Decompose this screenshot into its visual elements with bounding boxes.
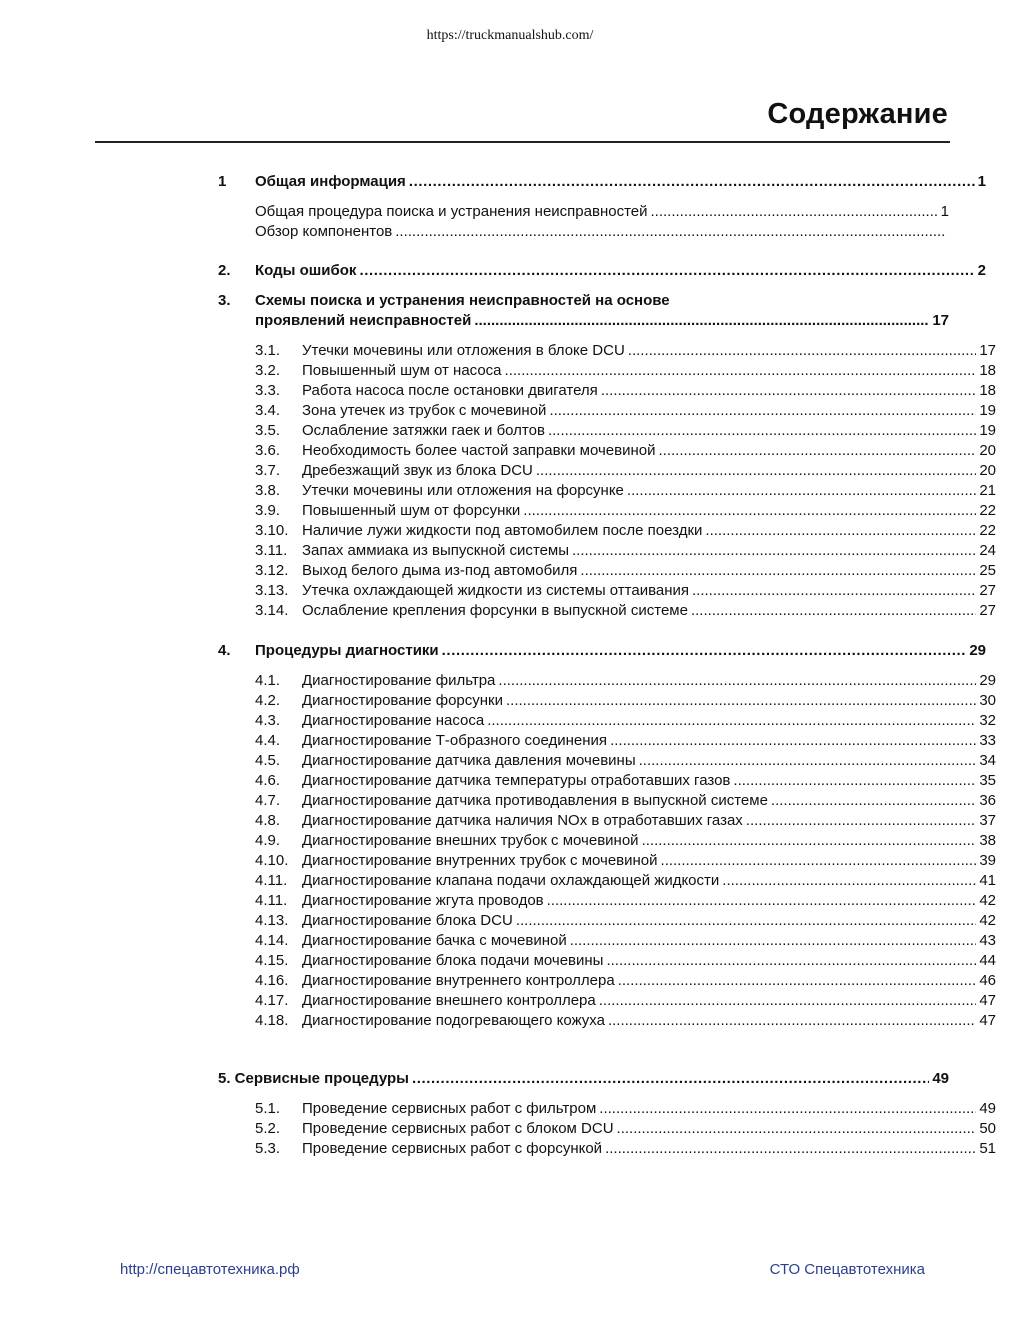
item-page: 34 [979, 752, 996, 769]
item-title: Проведение сервисных работ с фильтром [302, 1100, 597, 1117]
dot-leader [412, 1069, 929, 1089]
item-title: Диагностирование жгута проводов [302, 892, 544, 909]
item-title: Повышенный шум от форсунки [302, 502, 521, 519]
item-number: 4.4. [255, 732, 281, 749]
item-number: 5.1. [255, 1100, 281, 1117]
item-title: Диагностирование внутреннего контроллера [302, 972, 615, 989]
header-url: https://truckmanualshub.com/ [426, 28, 594, 43]
item-title: Утечка охлаждающей жидкости из системы оттаивания [302, 582, 689, 599]
dot-leader [628, 341, 977, 361]
item-page: 27 [979, 602, 996, 619]
footer-website-link[interactable]: http://спецавтотехника.рф [120, 1261, 300, 1278]
toc-item[interactable] [255, 501, 996, 521]
item-number: 4.7. [255, 792, 281, 809]
item-title: Диагностирование внутренних трубок с мочевиной [302, 852, 658, 869]
item-page: 43 [979, 932, 996, 949]
item-title: Диагностирование внешнего контроллера [302, 992, 596, 1009]
item-title: Диагностирование насоса [302, 712, 485, 729]
item-page: 24 [979, 542, 996, 559]
item-title: Общая процедура поиска и устранения неисправностей [255, 203, 648, 220]
item-number: 4.15. [255, 952, 289, 969]
dot-leader [498, 671, 976, 691]
toc-chapter-4[interactable] [218, 641, 986, 661]
item-title: Диагностирование датчика наличия NOx в отработавших газах [302, 812, 743, 829]
item-page: 47 [979, 1012, 996, 1029]
dot-leader [691, 601, 976, 621]
dot-leader [599, 991, 977, 1011]
dot-leader [608, 1011, 976, 1031]
item-page: 38 [979, 832, 996, 849]
dot-leader [359, 261, 974, 281]
item-title: Диагностирование датчика противодавления в выпускной системе [302, 792, 768, 809]
dot-leader [395, 222, 946, 242]
item-number: 4.14. [255, 932, 289, 949]
dot-leader [651, 202, 938, 222]
item-title: Необходимость более частой заправки мочевиной [302, 442, 656, 459]
dot-leader [642, 831, 977, 851]
item-number: 5.3. [255, 1140, 281, 1157]
chapter-page: 2 [977, 262, 986, 279]
chapter-page: 17 [932, 312, 949, 329]
item-number: 4.17. [255, 992, 289, 1009]
item-number: 3.1. [255, 342, 281, 359]
item-number: 3.9. [255, 502, 281, 519]
dot-leader [536, 461, 976, 481]
item-page: 30 [979, 692, 996, 709]
dot-leader [572, 541, 976, 561]
item-title: Утечки мочевины или отложения в блоке DCU [302, 342, 625, 359]
chapter-title-line2: проявлений неисправностей [255, 312, 472, 329]
dot-leader [548, 421, 976, 441]
toc-item[interactable] [255, 931, 996, 951]
toc-item[interactable] [255, 521, 996, 541]
dot-leader [659, 441, 977, 461]
item-page: 46 [979, 972, 996, 989]
item-page: 39 [979, 852, 996, 869]
toc-item[interactable] [255, 202, 949, 222]
chapter-page: 1 [977, 173, 986, 190]
dot-leader [601, 381, 977, 401]
dot-leader [523, 501, 976, 521]
item-number: 4.6. [255, 772, 281, 789]
toc-item[interactable] [255, 1119, 996, 1139]
toc-item[interactable] [255, 581, 996, 601]
chapter-page: 49 [932, 1070, 949, 1087]
item-page: 44 [979, 952, 996, 969]
toc-item[interactable] [255, 851, 996, 871]
item-page: 21 [979, 482, 996, 499]
table-of-contents [0, 172, 1020, 1159]
dot-leader [661, 851, 977, 871]
dot-leader [705, 521, 976, 541]
item-page: 22 [979, 522, 996, 539]
item-title: Выход белого дыма из-под автомобиля [302, 562, 578, 579]
dot-leader [746, 811, 977, 831]
dot-leader [692, 581, 976, 601]
toc-item[interactable] [255, 731, 996, 751]
dot-leader [605, 1139, 976, 1159]
item-page: 42 [979, 912, 996, 929]
item-page: 25 [979, 562, 996, 579]
item-title: Диагностирование клапана подачи охлаждающей жидкости [302, 872, 720, 889]
dot-leader [487, 711, 976, 731]
item-page: 18 [979, 362, 996, 379]
item-title: Диагностирование Т-образного соединения [302, 732, 608, 749]
item-number: 3.7. [255, 462, 281, 479]
dot-leader [639, 751, 977, 771]
toc-item[interactable] [255, 341, 996, 361]
toc-item[interactable] [255, 831, 996, 851]
footer-company-name: СТО Спецавтотехника [769, 1261, 925, 1278]
item-title: Проведение сервисных работ с блоком DCU [302, 1120, 614, 1137]
toc-item[interactable] [255, 711, 996, 731]
item-title: Диагностирование фильтра [302, 672, 496, 689]
item-number: 3.12. [255, 562, 289, 579]
item-title: Диагностирование подогревающего кожуха [302, 1012, 605, 1029]
item-page: 1 [940, 203, 949, 220]
item-page: 29 [979, 672, 996, 689]
toc-item[interactable] [255, 791, 996, 811]
item-title: Наличие лужи жидкости под автомобилем после поездки [302, 522, 703, 539]
item-title: Диагностирование блока DCU [302, 912, 513, 929]
chapter-title: 5. Сервисные процедуры [218, 1070, 409, 1087]
toc-item[interactable] [255, 222, 949, 242]
item-page: 20 [979, 442, 996, 459]
toc-chapter-2[interactable] [218, 261, 986, 281]
toc-item[interactable] [255, 671, 996, 691]
dot-leader [549, 401, 976, 421]
item-page: 27 [979, 582, 996, 599]
chapter-title-line1: Схемы поиска и устранения неисправностей на основе [255, 292, 670, 309]
item-number: 4.16. [255, 972, 289, 989]
item-number: 3.2. [255, 362, 281, 379]
toc-item[interactable] [255, 911, 996, 931]
item-number: 3.6. [255, 442, 281, 459]
item-number: 3.3. [255, 382, 281, 399]
item-title: Работа насоса после остановки двигателя [302, 382, 598, 399]
toc-item[interactable] [255, 891, 996, 911]
item-page: 32 [979, 712, 996, 729]
toc-item[interactable] [255, 771, 996, 791]
item-title: Ослабление затяжки гаек и болтов [302, 422, 545, 439]
item-page: 33 [979, 732, 996, 749]
toc-item[interactable] [255, 601, 996, 621]
toc-item[interactable] [255, 1099, 996, 1119]
item-number: 3.8. [255, 482, 281, 499]
toc-item[interactable] [255, 381, 996, 401]
item-number: 3.4. [255, 402, 281, 419]
item-number: 3.11. [255, 542, 288, 559]
dot-leader [722, 871, 976, 891]
item-page: 18 [979, 382, 996, 399]
dot-leader [610, 731, 976, 751]
dot-leader [617, 1119, 977, 1139]
title-divider [95, 141, 950, 143]
dot-leader [570, 931, 977, 951]
toc-item[interactable] [255, 481, 996, 501]
item-title: Диагностирование внешних трубок с мочевиной [302, 832, 639, 849]
item-page: 20 [979, 462, 996, 479]
dot-leader [474, 311, 929, 331]
item-title: Диагностирование бачка с мочевиной [302, 932, 567, 949]
toc-item[interactable] [255, 1011, 996, 1031]
page-title: Содержание [767, 98, 948, 130]
toc-item[interactable] [255, 541, 996, 561]
item-number: 4.1. [255, 672, 281, 689]
item-title: Диагностирование блока подачи мочевины [302, 952, 604, 969]
chapter-page: 29 [969, 642, 986, 659]
item-page: 17 [979, 342, 996, 359]
item-title: Диагностирование датчика давления мочевины [302, 752, 636, 769]
toc-item[interactable] [255, 461, 996, 481]
item-title: Зона утечек из трубок с мочевиной [302, 402, 547, 419]
item-title: Проведение сервисных работ с форсункой [302, 1140, 603, 1157]
chapter-number: 4. [218, 642, 231, 659]
chapter-title: Процедуры диагностики [255, 642, 439, 659]
chapter-number: 3. [218, 292, 231, 309]
toc-item[interactable] [255, 751, 996, 771]
toc-item[interactable] [255, 561, 996, 581]
toc-item[interactable] [255, 361, 996, 381]
item-number: 4.3. [255, 712, 281, 729]
toc-item[interactable] [255, 951, 996, 971]
item-number: 4.2. [255, 692, 281, 709]
dot-leader [618, 971, 977, 991]
toc-item[interactable] [255, 811, 996, 831]
item-title: Диагностирование датчика температуры отработавших газов [302, 772, 731, 789]
item-page: 37 [979, 812, 996, 829]
item-number: 4.5. [255, 752, 281, 769]
chapter-title: Общая информация [255, 173, 406, 190]
item-page: 22 [979, 502, 996, 519]
item-page: 35 [979, 772, 996, 789]
dot-leader [771, 791, 976, 811]
dot-leader [547, 891, 977, 911]
dot-leader [627, 481, 976, 501]
toc-item[interactable] [255, 691, 996, 711]
item-title: Обзор компонентов [255, 223, 393, 240]
item-title: Утечки мочевины или отложения на форсунке [302, 482, 624, 499]
item-title: Повышенный шум от насоса [302, 362, 502, 379]
dot-leader [409, 172, 975, 192]
toc-item[interactable] [255, 871, 996, 891]
dot-leader [442, 641, 967, 661]
item-title: Дребезжащий звук из блока DCU [302, 462, 533, 479]
item-number: 4.11. [255, 892, 288, 909]
toc-item[interactable] [255, 441, 996, 461]
item-number: 4.11. [255, 872, 288, 889]
dot-leader [516, 911, 977, 931]
item-number: 4.9. [255, 832, 281, 849]
dot-leader [733, 771, 976, 791]
item-page: 49 [979, 1100, 996, 1117]
item-number: 4.10. [255, 852, 289, 869]
chapter-number: 1 [218, 173, 227, 190]
item-number: 5.2. [255, 1120, 281, 1137]
toc-item[interactable] [255, 421, 996, 441]
toc-chapter-3[interactable] [218, 291, 949, 331]
item-number: 3.14. [255, 602, 289, 619]
chapter-title: Коды ошибок [255, 262, 357, 279]
item-page: 51 [979, 1140, 996, 1157]
item-number: 4.8. [255, 812, 281, 829]
toc-chapter-5[interactable] [218, 1069, 949, 1089]
item-number: 3.13. [255, 582, 289, 599]
item-page: 41 [979, 872, 996, 889]
item-page: 47 [979, 992, 996, 1009]
dot-leader [606, 951, 976, 971]
item-page: 19 [979, 422, 996, 439]
item-number: 4.18. [255, 1012, 289, 1029]
toc-item[interactable] [255, 1139, 996, 1159]
dot-leader [505, 361, 977, 381]
item-title: Запах аммиака из выпускной системы [302, 542, 570, 559]
item-title: Ослабление крепления форсунки в выпускной системе [302, 602, 688, 619]
item-page: 36 [979, 792, 996, 809]
item-number: 4.13. [255, 912, 289, 929]
item-page: 42 [979, 892, 996, 909]
toc-item[interactable] [255, 991, 996, 1011]
dot-leader [580, 561, 976, 581]
dot-leader [506, 691, 976, 711]
dot-leader [599, 1099, 976, 1119]
toc-item[interactable] [255, 971, 996, 991]
item-page: 50 [979, 1120, 996, 1137]
item-number: 3.10. [255, 522, 289, 539]
toc-chapter-1[interactable] [218, 172, 986, 192]
item-title: Диагностирование форсунки [302, 692, 503, 709]
toc-item[interactable] [255, 401, 996, 421]
chapter-number: 2. [218, 262, 231, 279]
item-number: 3.5. [255, 422, 281, 439]
item-page: 19 [979, 402, 996, 419]
